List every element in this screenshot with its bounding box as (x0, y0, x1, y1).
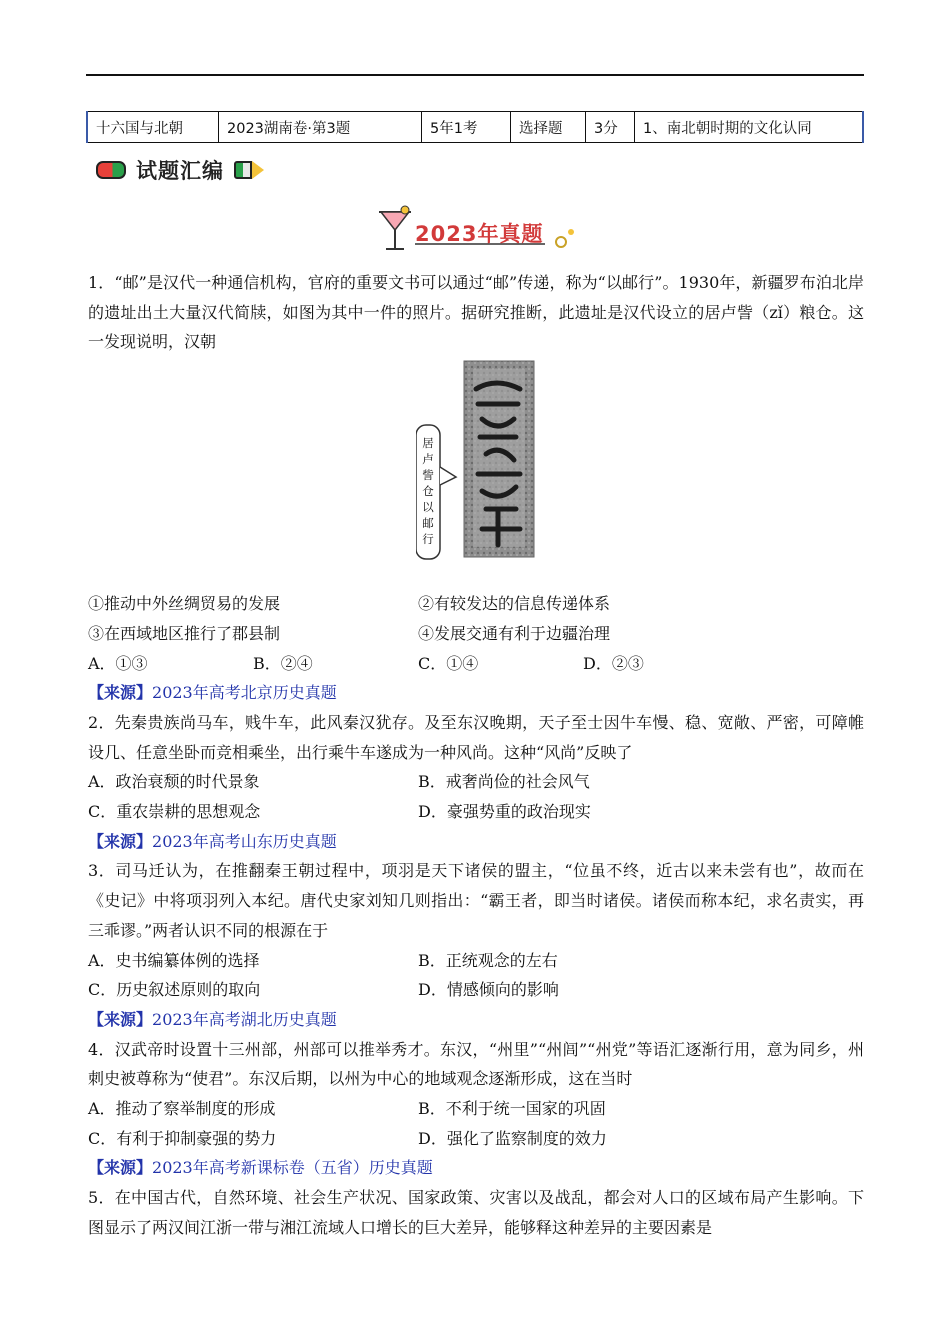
bamboo-slip-image (416, 359, 626, 585)
option-c[interactable]: C．重农崇耕的思想观念 (88, 802, 261, 822)
meta-topic: 1、南北朝时期的文化认同 (635, 112, 864, 143)
meta-frequency: 5年1考 (422, 112, 511, 143)
meta-source: 2023湖南卷·第3题 (219, 112, 422, 143)
table-row (87, 112, 863, 143)
option-c[interactable]: C．有利于抑制豪强的势力 (88, 1128, 277, 1148)
pill-icon (96, 161, 126, 179)
question-1-statements-row2 (88, 619, 864, 649)
option-b[interactable]: B．不利于统一国家的巩固 (418, 1099, 606, 1119)
statement: ①推动中外丝绸贸易的发展 (88, 594, 281, 614)
option-a[interactable]: A．推动了察举制度的形成 (88, 1099, 276, 1119)
question-4-text: 4．汉武帝时设置十三州部，州部可以推举秀才。东汉，“州里”“州闾”“州党”等语汇逐渐行用，意为同乡，州刺史被尊称为“使君”。东汉后期，以州为中心的地域观念逐渐形成，这在当时 (88, 1039, 864, 1089)
figure-caption: 居卢訾仓以邮行 (422, 436, 434, 547)
bamboo-slip-figure (88, 359, 864, 585)
option-a[interactable]: A．①③ (88, 653, 148, 673)
question-2-text: 2．先秦贵族尚马车，贱牛车，此风秦汉犹存。及至东汉晚期，天子至士因牛车慢、稳、宽敞、严密，可障帷设几、任意坐卧而竞相乘坐，出行乘牛车遂成为一种风尚。这种“风尚”反映了 (88, 712, 864, 762)
option-d[interactable]: D．强化了监察制度的效力 (418, 1128, 607, 1148)
option-b[interactable]: B．戒奢尚俭的社会风气 (418, 772, 590, 792)
option-c[interactable]: C．①④ (418, 653, 479, 673)
option-d[interactable]: D．②③ (583, 653, 644, 673)
option-a[interactable]: A．政治衰颓的时代景象 (88, 772, 260, 792)
question-1-statements-row1 (88, 589, 864, 619)
section-header (96, 155, 264, 185)
question-1-source: 【来源】2023年高考北京历史真题 (88, 683, 337, 703)
pencil-icon (234, 161, 264, 179)
meta-score: 3分 (586, 112, 635, 143)
statement: ②有较发达的信息传递体系 (418, 594, 611, 614)
option-b[interactable]: B．②④ (253, 653, 313, 673)
question-3-options-row1 (88, 946, 864, 976)
section-title: 试题汇编 (136, 159, 224, 183)
option-d[interactable]: D．豪强势重的政治现实 (418, 802, 591, 822)
year-banner (375, 204, 580, 256)
question-5-text: 5．在中国古代，自然环境、社会生产状况、国家政策、灾害以及战乱，都会对人口的区域布局产生影响。下图显示了两汉间江浙一带与湘江流域人口增长的巨大差异，能够释这种差异的主要因素是 (88, 1188, 864, 1237)
option-b[interactable]: B．正统观念的左右 (418, 950, 558, 970)
question-3-options-row2 (88, 975, 864, 1005)
question-3-source: 【来源】2023年高考湖北历史真题 (88, 1009, 337, 1029)
statement: ③在西域地区推行了郡县制 (88, 623, 281, 643)
question-4-options-row2 (88, 1124, 864, 1154)
question-1-options (88, 649, 864, 679)
option-a[interactable]: A．史书编纂体例的选择 (88, 950, 260, 970)
meta-type: 选择题 (511, 112, 586, 143)
question-4-options-row1 (88, 1094, 864, 1124)
question-1-text: 1．“邮”是汉代一种通信机构，官府的重要文书可以通过“邮”传递，称为“以邮行”。1930年，新疆罗布泊北岸的遗址出土大量汉代简牍，如图为其中一件的照片。据研究推断，此遗址是汉代设立的居卢訾（zǐ）粮仓。这一发现说明，汉朝 (88, 273, 864, 352)
question-2-options-row1 (88, 767, 864, 797)
option-c[interactable]: C．历史叙述原则的取向 (88, 980, 261, 1000)
meta-chapter: 十六国与北朝 (87, 112, 219, 143)
statement: ④发展交通有利于边疆治理 (418, 623, 611, 643)
question-3-text: 3．司马迁认为，在推翻秦王朝过程中，项羽是天下诸侯的盟主，“位虽不终，近古以来未尝有也”，故而在《史记》中将项羽列入本纪。唐代史家刘知几则指出：“霸王者，即当时诸侯。诸侯而称本纪，求名责实，再三乖谬。”两者认识不同的根源在于 (88, 861, 864, 940)
question-2-source: 【来源】2023年高考山东历史真题 (88, 831, 337, 851)
year-banner-text: 2023年真题 (415, 222, 544, 246)
question-4-source: 【来源】2023年高考新课标卷（五省）历史真题 (88, 1158, 433, 1178)
header-rule (86, 74, 864, 76)
question-list (88, 268, 864, 1243)
exam-meta-table (86, 111, 864, 143)
question-2-options-row2 (88, 797, 864, 827)
option-d[interactable]: D．情感倾向的影响 (418, 980, 559, 1000)
